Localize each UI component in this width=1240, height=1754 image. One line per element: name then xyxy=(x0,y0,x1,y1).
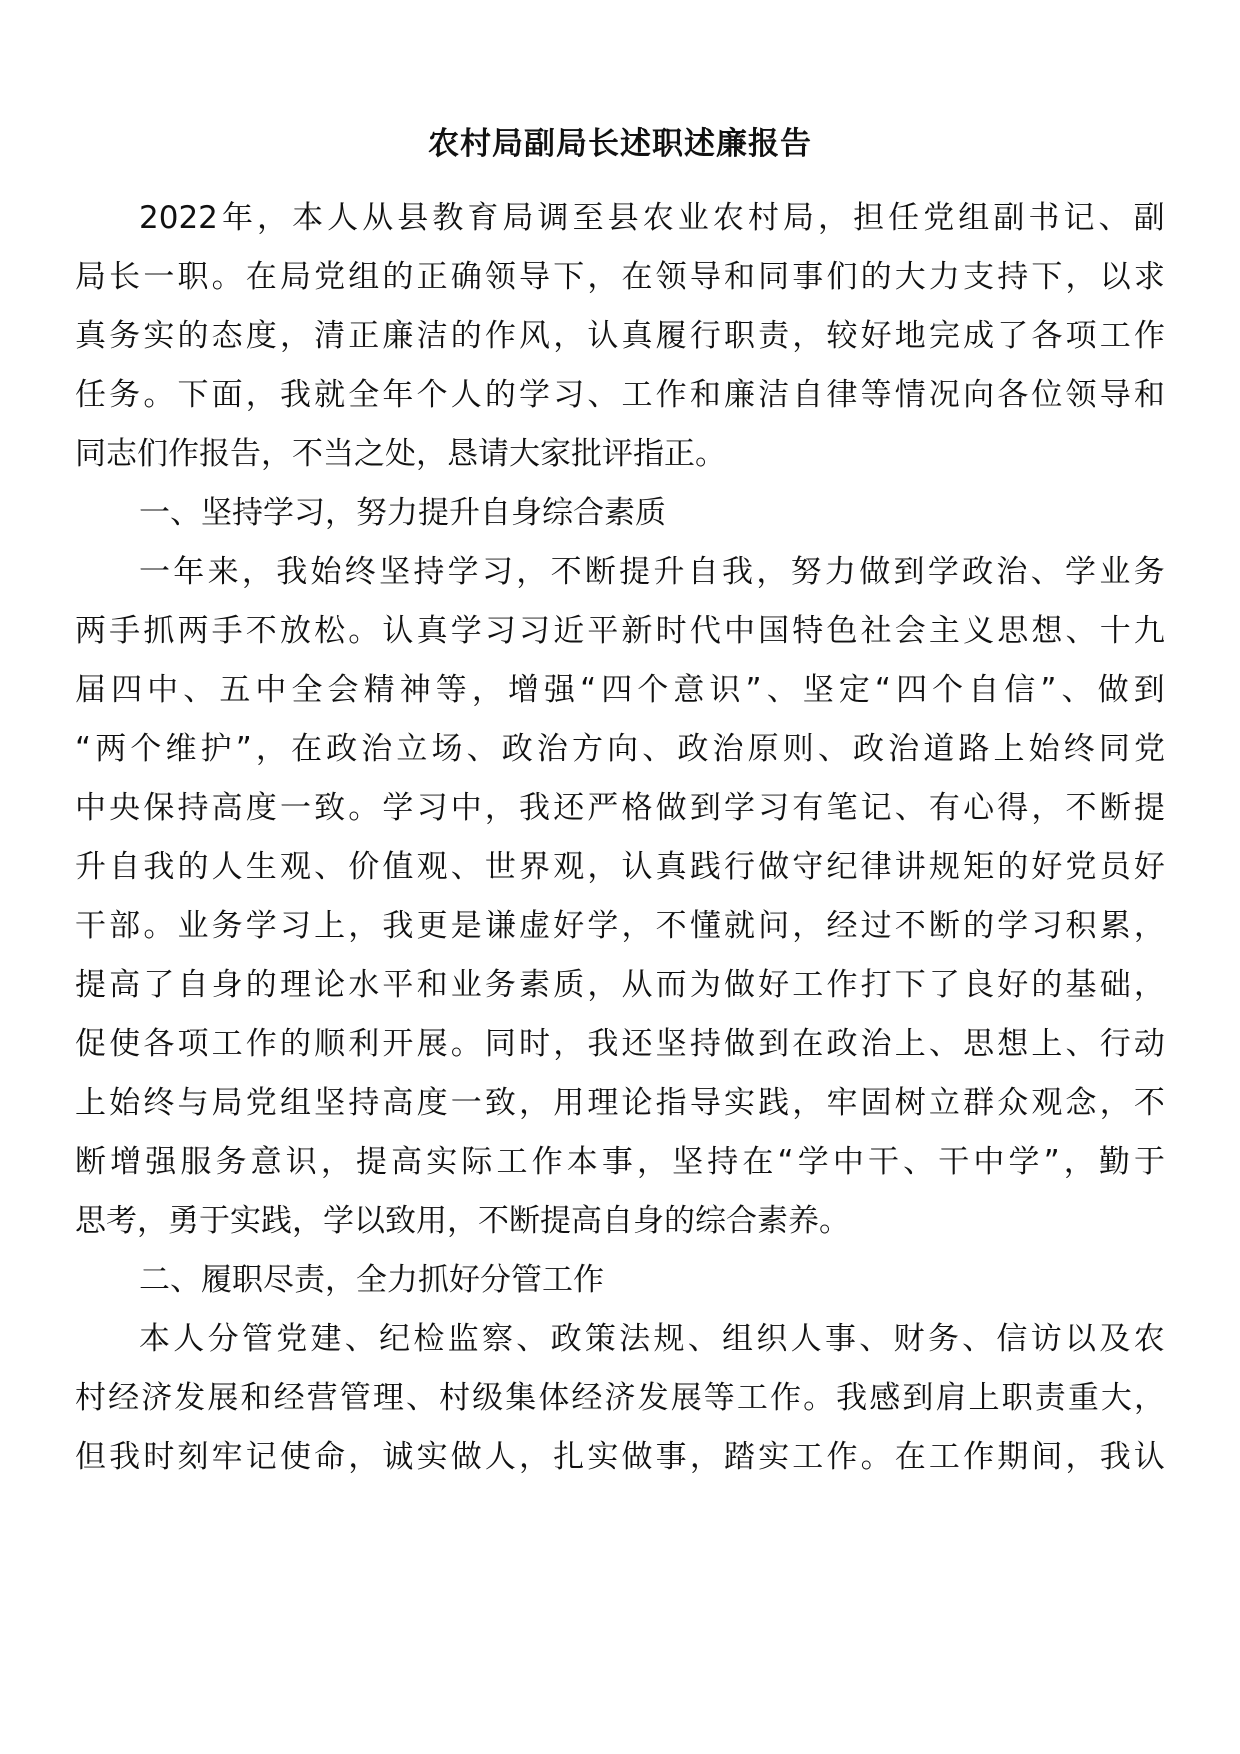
paragraph-line: “ 两 个 维 护 ” ， 在 政 治 立 场 、 政 治 方 向 、 政 治 原 则 、 政 治 道 路 上 始 终 同 党 xyxy=(75,731,1165,767)
paragraph-line: 思考，勇于实践，学以致用，不断提高自身的综合素养。 xyxy=(75,1203,850,1239)
paragraph-line: 本 人 分 管 党 建 、 纪 检 监 察 、 政 策 法 规 、 组 织 人 事 、 财 务 、 信 访 以 及 农 xyxy=(139,1321,1165,1357)
paragraph-line: 两 手 抓 两 手 不 放 松 。 认 真 学 习 习 近 平 新 时 代 中 国 特 色 社 会 主 义 思 想 、 十 九 xyxy=(75,613,1165,649)
paragraph-line: 局 长 一 职 。 在 局 党 组 的 正 确 领 导 下 ， 在 领 导 和 同 事 们 的 大 力 支 持 下 ， 以 求 xyxy=(75,259,1165,295)
paragraph-line: 升 自 我 的 人 生 观 、 价 值 观 、 世 界 观 ， 认 真 践 行 做 守 纪 律 讲 规 矩 的 好 党 员 好 xyxy=(75,849,1165,885)
paragraph-line: 提 高 了 自 身 的 理 论 水 平 和 业 务 素 质 ， 从 而 为 做 好 工 作 打 下 了 良 好 的 基 础 ， xyxy=(75,967,1165,1003)
paragraph-line: 真 务 实 的 态 度 ， 清 正 廉 洁 的 作 风 ， 认 真 履 行 职 责 ， 较 好 地 完 成 了 各 项 工 作 xyxy=(75,318,1165,354)
paragraph-line: 上 始 终 与 局 党 组 坚 持 高 度 一 致 ， 用 理 论 指 导 实 践 ， 牢 固 树 立 群 众 观 念 ， 不 xyxy=(75,1085,1165,1121)
document-title: 农村局副局长述职述廉报告 xyxy=(428,126,812,162)
section-heading: 二、履职尽责，全力抓好分管工作 xyxy=(139,1262,604,1298)
paragraph-line: 任 务 。 下 面 ， 我 就 全 年 个 人 的 学 习 、 工 作 和 廉 洁 自 律 等 情 况 向 各 位 领 导 和 xyxy=(75,377,1165,413)
paragraph-line: 但 我 时 刻 牢 记 使 命 ， 诚 实 做 人 ， 扎 实 做 事 ， 踏 实 工 作 。 在 工 作 期 间 ， 我 认 xyxy=(75,1439,1165,1475)
paragraph-line: 干 部 。 业 务 学 习 上 ， 我 更 是 谦 虚 好 学 ， 不 懂 就 问 ， 经 过 不 断 的 学 习 积 累 ， xyxy=(75,908,1165,944)
paragraph-line: 村 经 济 发 展 和 经 营 管 理 、 村 级 集 体 经 济 发 展 等 工 作 。 我 感 到 肩 上 职 责 重 大 ， xyxy=(75,1380,1165,1416)
paragraph-line: 届 四 中 、 五 中 全 会 精 神 等 ， 增 强 “ 四 个 意 识 ” 、 坚 定 “ 四 个 自 信 ” 、 做 到 xyxy=(75,672,1165,708)
paragraph-line: 同志们作报告，不当之处，恳请大家批评指正。 xyxy=(75,436,726,472)
paragraph-line: 一 年 来 ， 我 始 终 坚 持 学 习 ， 不 断 提 升 自 我 ， 努 力 做 到 学 政 治 、 学 业 务 xyxy=(139,554,1165,590)
section-heading: 一、坚持学习，努力提升自身综合素质 xyxy=(139,495,666,531)
paragraph-line: 2022 年 ， 本 人 从 县 教 育 局 调 至 县 农 业 农 村 局 ， 担 任 党 组 副 书 记 、 副 xyxy=(139,200,1165,236)
paragraph-line: 促 使 各 项 工 作 的 顺 利 开 展 。 同 时 ， 我 还 坚 持 做 到 在 政 治 上 、 思 想 上 、 行 动 xyxy=(75,1026,1165,1062)
paragraph-line: 中 央 保 持 高 度 一 致 。 学 习 中 ， 我 还 严 格 做 到 学 习 有 笔 记 、 有 心 得 ， 不 断 提 xyxy=(75,790,1165,826)
paragraph-line: 断 增 强 服 务 意 识 ， 提 高 实 际 工 作 本 事 ， 坚 持 在 “ 学 中 干 、 干 中 学 ” ， 勤 于 xyxy=(75,1144,1165,1180)
